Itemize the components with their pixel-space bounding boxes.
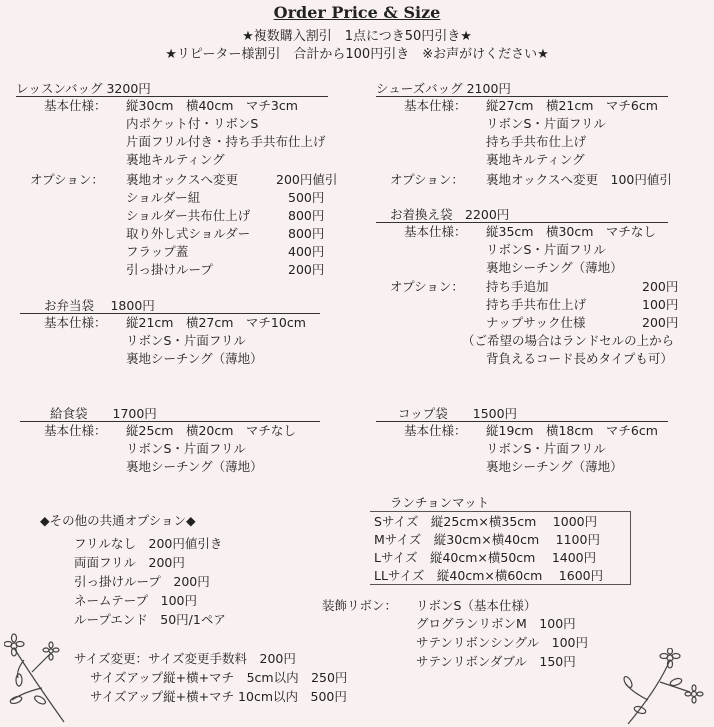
bento-spec: 裏地シーチング（薄地）	[126, 351, 263, 366]
shoes-opt-label: オプション：	[390, 172, 464, 187]
lesson-opt-price: 400円	[288, 244, 325, 259]
kyushoku-spec: リボンS・片面フリル	[126, 441, 246, 456]
ribbon-item: サテンリボンシングル 100円	[416, 635, 588, 650]
shoes-opt: 裏地オックスへ変更 100円値引	[486, 172, 672, 187]
kigae-spec: 縦35cm 横30cm マチなし	[486, 224, 656, 239]
kigae-opt-price: 100円	[642, 297, 679, 312]
size-up: サイズアップ縦+横+マチ 10cm以内 500円	[90, 689, 347, 704]
shoes-spec: 裏地キルティング	[486, 152, 585, 167]
discount-multi: ★複数購入割引 1点につき50円引き★	[242, 29, 472, 44]
kigae-opt-price: 200円	[642, 279, 679, 294]
kigae-spec: リボンS・片面フリル	[486, 242, 606, 257]
lesson-opt-price: 200円値引	[276, 172, 338, 187]
kigae-note: 背負えるコード長めタイプも可）	[486, 351, 673, 366]
common-item: ネームテープ 100円	[74, 593, 197, 608]
lunch-row: Lサイズ 縦40cm×横50cm 1400円	[374, 550, 597, 565]
kigae-note: （ご希望の場合はランドセルの上から	[462, 333, 675, 348]
kigae-opt-price: 200円	[642, 315, 679, 330]
ribbon-item: サテンリボンダブル 150円	[416, 654, 576, 669]
shoes-spec: 縦27cm 横21cm マチ6cm	[486, 98, 658, 113]
shoes-spec: リボンS・片面フリル	[486, 116, 606, 131]
bento-header: お弁当袋 1800円	[44, 298, 155, 313]
lesson-spec-label: 基本仕様：	[44, 98, 107, 113]
page-title: Order Price & Size	[273, 3, 441, 22]
kigae-header: お着換え袋 2200円	[390, 207, 510, 222]
kigae-spec-label: 基本仕様：	[404, 224, 467, 239]
flower-decoration-right-icon	[618, 648, 708, 726]
common-item: 両面フリル 200円	[74, 555, 185, 570]
shoes-spec: 持ち手共布仕上げ	[486, 134, 587, 149]
ribbon-item: グログランリボンM 100円	[416, 616, 576, 631]
lesson-opt-price: 800円	[288, 226, 325, 241]
flower-decoration-left-icon	[4, 630, 74, 725]
cup-spec: 裏地シーチング（薄地）	[486, 459, 623, 474]
lesson-opt-label: オプション：	[30, 172, 104, 187]
lesson-opt-name: ショルダー共布仕上げ	[126, 208, 251, 223]
kyushoku-header: 給食袋 1700円	[50, 406, 157, 421]
lunch-row: Sサイズ 縦25cm×横35cm 1000円	[374, 514, 598, 529]
lunch-row: Mサイズ 縦30cm×横40cm 1100円	[374, 532, 600, 547]
kigae-opt-name: ナップサック仕様	[486, 315, 586, 330]
cup-header: コップ袋 1500円	[398, 406, 518, 421]
common-item: 引っ掛けループ 200円	[74, 574, 210, 589]
cup-spec: リボンS・片面フリル	[486, 441, 606, 456]
common-item: フリルなし 200円値引き	[74, 536, 223, 551]
shoes-spec-label: 基本仕様：	[404, 98, 467, 113]
lunch-header: ランチョンマット	[390, 495, 490, 510]
lesson-spec: 縦30cm 横40cm マチ3cm	[126, 98, 298, 113]
size-up: サイズアップ縦+横+マチ 5cm以内 250円	[90, 670, 348, 685]
lesson-header: レッスンバッグ 3200円	[16, 81, 151, 96]
kyushoku-spec: 縦25cm 横20cm マチなし	[126, 423, 296, 438]
size-change: サイズ変更：サイズ変更手数料 200円	[74, 651, 296, 666]
kigae-opt-name: 持ち手追加	[486, 279, 549, 294]
kigae-spec: 裏地シーチング（薄地）	[486, 260, 623, 275]
bento-spec: 縦21cm 横27cm マチ10cm	[126, 315, 306, 330]
ribbon-label: 装飾リボン：	[322, 598, 398, 613]
common-header: ◆その他の共通オプション◆	[40, 513, 196, 528]
lesson-spec: 片面フリル付き・持ち手共布仕上げ	[126, 134, 326, 149]
ribbon-item: リボンS（基本仕様）	[416, 598, 537, 613]
bento-spec: リボンS・片面フリル	[126, 333, 246, 348]
kigae-opt-label: オプション：	[390, 279, 464, 294]
lesson-opt-name: フラップ蓋	[126, 244, 189, 259]
kyushoku-spec-label: 基本仕様：	[44, 423, 107, 438]
lesson-opt-price: 500円	[288, 190, 325, 205]
cup-spec: 縦19cm 横18cm マチ6cm	[486, 423, 658, 438]
cup-spec-label: 基本仕様：	[404, 423, 467, 438]
lesson-opt-name: 取り外し式ショルダー	[126, 226, 251, 241]
lesson-spec: 裏地キルティング	[126, 152, 225, 167]
lesson-spec: 内ポケット付・リボンS	[126, 116, 259, 131]
bento-spec-label: 基本仕様：	[44, 315, 107, 330]
common-item: ループエンド 50円/1ペア	[74, 612, 226, 627]
kyushoku-spec: 裏地シーチング（薄地）	[126, 459, 263, 474]
lunch-row: LLサイズ 縦40cm×横60cm 1600円	[374, 568, 604, 583]
lesson-opt-price: 800円	[288, 208, 325, 223]
lesson-opt-price: 200円	[288, 262, 325, 277]
shoes-header: シューズバッグ 2100円	[376, 81, 511, 96]
lesson-opt-name: 引っ掛けループ	[126, 262, 213, 277]
lesson-opt-name: ショルダー紐	[126, 190, 201, 205]
lesson-opt-name: 裏地オックスへ変更	[126, 172, 239, 187]
discount-repeat: ★リピーター様割引 合計から100円引き ※お声がけください★	[165, 47, 549, 62]
kigae-opt-name: 持ち手共布仕上げ	[486, 297, 587, 312]
